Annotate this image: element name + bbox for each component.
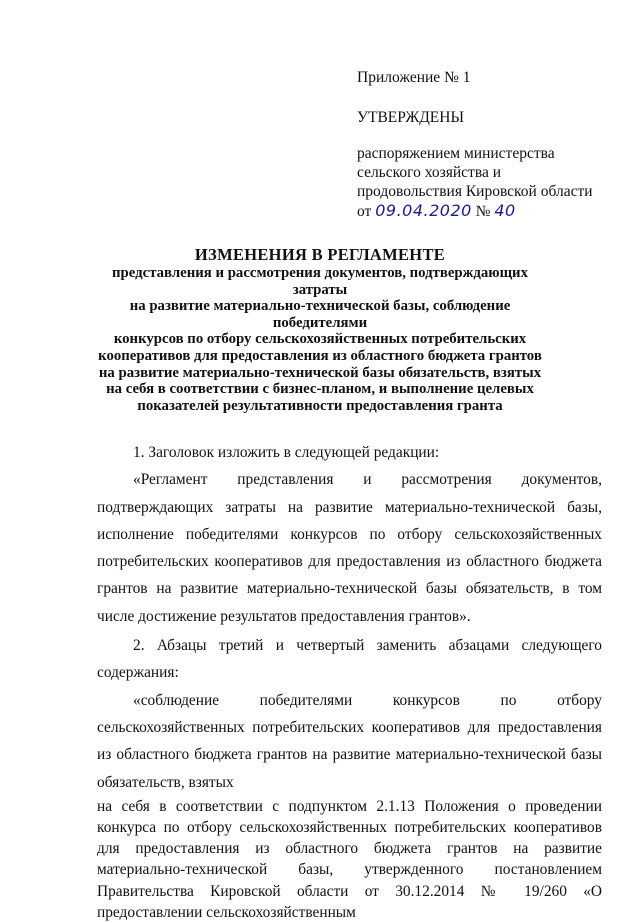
approval-block: [357, 68, 627, 221]
document-title: [95, 244, 545, 414]
title-line: на себя в соответствии с бизнес-планом, и выполнение целевых: [106, 381, 534, 398]
paragraph-item-2: 2. Абзацы третий и четвертый заменить абзацами следующего содержания:: [97, 637, 602, 682]
title-line: представления и рассмотрения документов, подтверждающих затраты: [112, 265, 528, 298]
title-line: показателей результативности предоставления гранта: [137, 397, 503, 414]
date-prefix: от: [357, 203, 372, 220]
paragraph-new-title: «Регламент представления и рассмотрения документов, подтверждающих затраты на развитие материально-технической базы, исполнение победителями конкурсов по отбору сельскохозяйственных потребительских кооперативов для предоставления из областного бюджета грантов на развитие материально-технической базы обязательств, в том числе достижение результатов предоставления грантов».: [97, 471, 602, 625]
approved-heading: УТВЕРЖДЕНЫ: [357, 109, 464, 126]
paragraph-new-text-b: на себя в соответствии с подпунктом 2.1.13 Положения о проведении конкурса по отбору сельскохозяйственных потребительских кооперативов для предоставления из областного бюджета грантов на развитие материально-технической базы, утвержденного постановлением Правительства Кировской области от 30.12.2014 № 19/260 «О предоставлении сельскохозяйственным: [97, 797, 602, 921]
title-line: кооперативов для предоставления из областного бюджета грантов: [98, 347, 542, 364]
handwritten-number: 40: [494, 201, 516, 220]
document-body: [97, 439, 602, 923]
title-line: конкурсов по отбору сельскохозяйственных потребительских: [113, 331, 527, 348]
annex-label: Приложение № 1: [357, 69, 471, 86]
handwritten-date: 09.04.2020: [375, 201, 472, 220]
title-main: ИЗМЕНЕНИЯ В РЕГЛАМЕНТЕ: [194, 245, 446, 264]
order-date-line: [357, 201, 627, 221]
number-prefix: №: [475, 203, 491, 220]
paragraph-new-text-a: «соблюдение победителями конкурсов по отбору сельскохозяйственных потребительских кооперативов для предоставления из областного бюджета грантов на развитие материально-технической базы обязательств, взятых: [97, 691, 602, 791]
order-line: распоряжением министерства: [357, 145, 555, 162]
order-line: продовольствия Кировской области: [357, 183, 593, 200]
title-subtitle: [95, 265, 545, 414]
paragraph-item-1: 1. Заголовок изложить в следующей редакции:: [133, 444, 440, 461]
title-line: на развитие материально-технической базы обязательств, взятых: [98, 364, 542, 381]
order-reference: [357, 144, 627, 221]
order-line: сельского хозяйства и: [357, 164, 501, 181]
title-line: на развитие материально-технической базы, соблюдение победителями: [129, 298, 511, 331]
